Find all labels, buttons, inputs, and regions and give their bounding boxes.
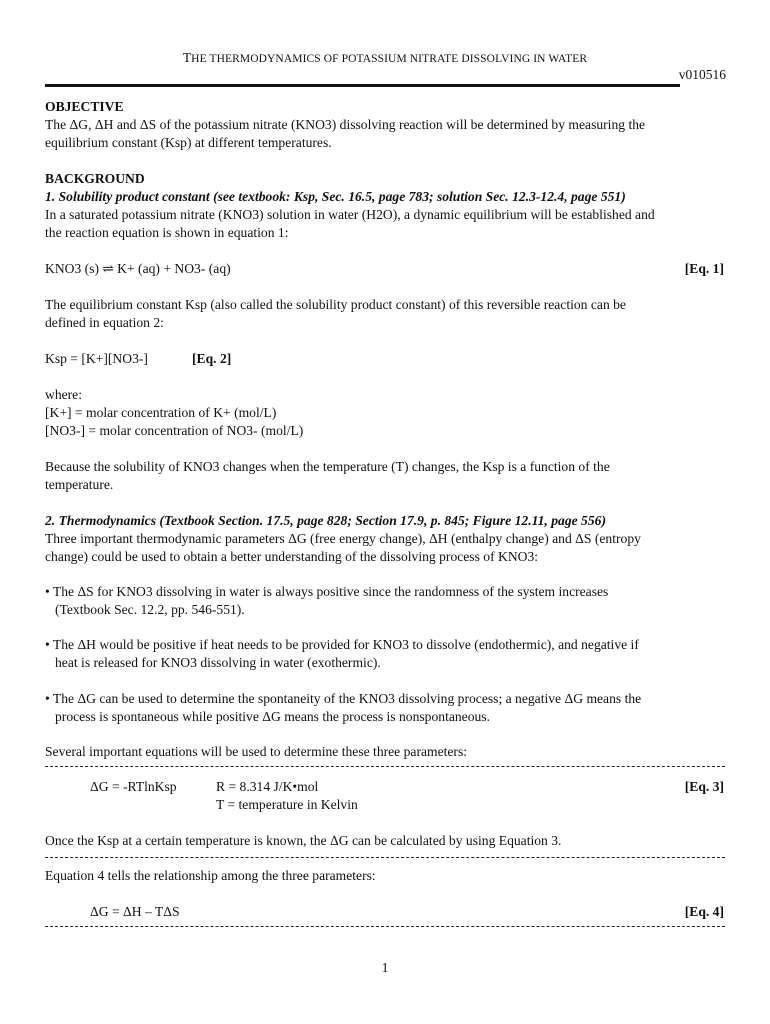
where-no3-definition: [NO3-] = molar concentration of NO3- (mol/L): [45, 423, 304, 438]
equation-1-tag: [Eq. 1]: [684, 261, 724, 276]
bullet-line-2: process is spontaneous while positive ΔG means the process is nonspontaneous.: [55, 709, 490, 724]
objective-line-2: equilibrium constant (Ksp) at different temperatures.: [45, 135, 332, 150]
equation-3: ΔG = -RTlnKsp: [90, 779, 177, 794]
dashed-divider: [45, 926, 725, 927]
equation-4-intro: Equation 4 tells the relationship among the three parameters:: [45, 868, 376, 883]
section-1-line-1: In a saturated potassium nitrate (KNO3) solution in water (H2O), a dynamic equilibrium will be established and: [45, 207, 655, 222]
several-equations-intro: Several important equations will be used to determine these three parameters:: [45, 744, 468, 759]
title-rule: [45, 84, 680, 87]
dashed-divider: [45, 857, 725, 858]
where-k-definition: [K+] = molar concentration of K+ (mol/L): [45, 405, 277, 420]
equation-4-tag: [Eq. 4]: [684, 904, 724, 919]
bullet-item: [45, 690, 725, 726]
equation-4: ΔG = ΔH – TΔS: [90, 904, 180, 919]
equation-3-r: R = 8.314 J/K•mol: [216, 779, 319, 794]
equation-2-tag: [Eq. 2]: [192, 351, 232, 366]
equation-2: Ksp = [K+][NO3-]: [45, 351, 148, 366]
background-heading: BACKGROUND: [45, 171, 145, 186]
temperature-line-1: Because the solubility of KNO3 changes when the temperature (T) changes, the Ksp is a function of the: [45, 459, 610, 474]
bullet-line-1: • The ΔS for KNO3 dissolving in water is always positive since the randomness of the system increases: [45, 584, 609, 599]
document-title: [0, 49, 770, 68]
objective-line-1: The ΔG, ΔH and ΔS of the potassium nitrate (KNO3) dissolving reaction will be determined by measuring the: [45, 117, 646, 132]
section-2-line-2: change) could be used to obtain a better understanding of the dissolving process of KNO3:: [45, 549, 539, 564]
equation-3-tag: [Eq. 3]: [684, 779, 724, 794]
bullet-line-2: (Textbook Sec. 12.2, pp. 546-551).: [55, 602, 245, 617]
section-1-heading: 1. Solubility product constant (see textbook: Ksp, Sec. 16.5, page 783; solution Sec. 12.3-12.4, page 551): [45, 189, 626, 204]
ksp-definition-line-2: defined in equation 2:: [45, 315, 164, 330]
once-ksp-known: Once the Ksp at a certain temperature is known, the ΔG can be calculated by using Equation 3.: [45, 833, 562, 848]
objective-heading: OBJECTIVE: [45, 99, 124, 114]
where-label: where:: [45, 387, 82, 402]
temperature-line-2: temperature.: [45, 477, 114, 492]
bullet-item: [45, 636, 725, 672]
version-label: v010516: [678, 67, 726, 82]
page-number: 1: [381, 960, 389, 975]
section-2-line-1: Three important thermodynamic parameters ΔG (free energy change), ΔH (enthalpy change) and ΔS (entropy: [45, 531, 641, 546]
equation-1: KNO3 (s) ⇌ K+ (aq) + NO3- (aq): [45, 261, 231, 276]
bullet-item: [45, 583, 725, 619]
dashed-divider: [45, 766, 725, 767]
bullet-line-1: • The ΔH would be positive if heat needs to be provided for KNO3 to dissolve (endothermic), and negative if: [45, 637, 639, 652]
ksp-definition-line-1: The equilibrium constant Ksp (also called the solubility product constant) of this reversible reaction can be: [45, 297, 626, 312]
section-2-heading: 2. Thermodynamics (Textbook Section. 17.5, page 828; Section 17.9, p. 845; Figure 12.11, page 556): [45, 513, 606, 528]
section-1-line-2: the reaction equation is shown in equation 1:: [45, 225, 289, 240]
equation-3-t: T = temperature in Kelvin: [216, 797, 358, 812]
title-rest: HE THERMODYNAMICS OF POTASSIUM NITRATE DISSOLVING IN WATER: [191, 53, 588, 65]
title-initial: T: [182, 50, 192, 65]
bullet-line-2: heat is released for KNO3 dissolving in water (exothermic).: [55, 655, 381, 670]
bullet-line-1: • The ΔG can be used to determine the spontaneity of the KNO3 dissolving process; a negative ΔG means the: [45, 691, 642, 706]
